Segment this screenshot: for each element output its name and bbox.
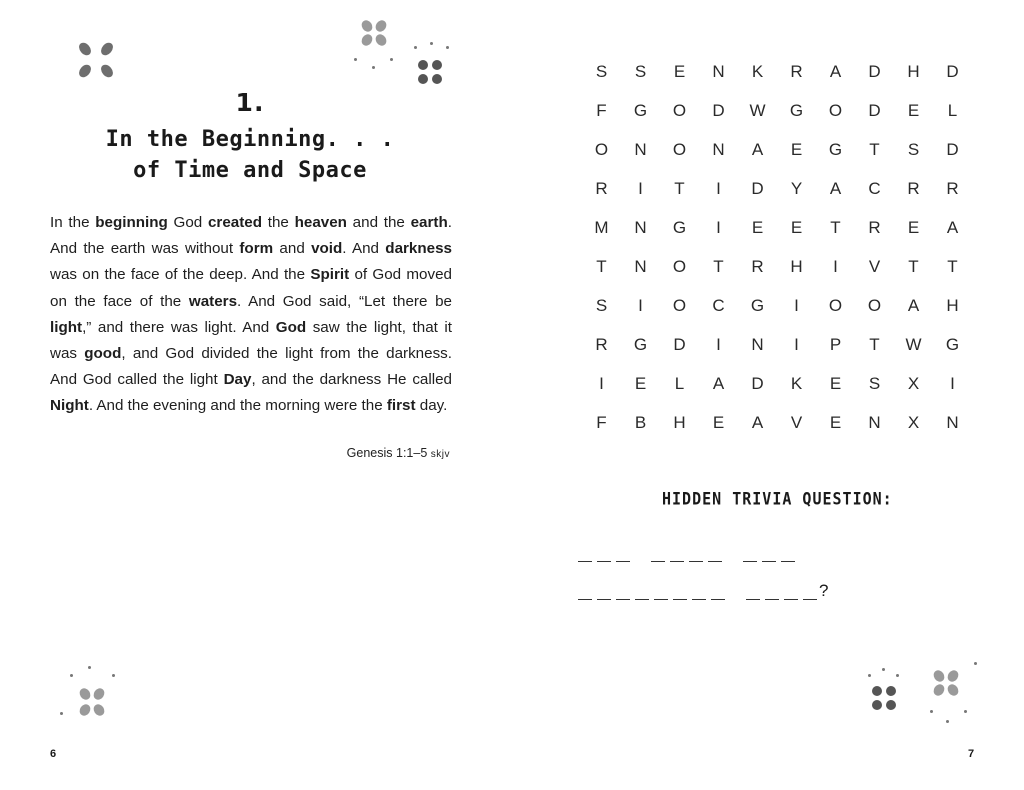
question-mark: ? <box>819 581 829 600</box>
passage-text: God <box>167 214 208 231</box>
page-number: 7 <box>968 748 975 760</box>
grid-letter[interactable]: N <box>634 256 647 276</box>
grid-letter[interactable]: R <box>595 334 608 354</box>
clover-decoration-top-center <box>352 18 452 90</box>
grid-letter[interactable]: A <box>907 295 920 315</box>
grid-letter[interactable]: R <box>868 217 881 237</box>
letter-blank[interactable] <box>597 582 611 600</box>
answer-blank-line[interactable] <box>578 544 816 562</box>
keyword: darkness <box>385 240 452 258</box>
letter-blank[interactable] <box>803 582 817 600</box>
chapter-number: 1. <box>235 88 265 117</box>
grid-letter[interactable]: A <box>829 178 842 198</box>
grid-letter[interactable]: L <box>674 373 685 393</box>
keyword: light <box>50 318 83 336</box>
grid-letter[interactable]: A <box>751 139 764 159</box>
grid-letter[interactable]: E <box>634 373 647 393</box>
letter-blank[interactable] <box>692 582 706 600</box>
grid-letter[interactable]: G <box>945 334 960 354</box>
grid-letter[interactable]: E <box>751 217 764 237</box>
word-search-grid <box>582 52 972 442</box>
grid-letter[interactable]: Y <box>790 178 803 198</box>
passage-text: and <box>273 240 312 258</box>
grid-letter[interactable]: I <box>638 178 643 198</box>
letter-blank[interactable] <box>711 582 725 600</box>
letter-blank[interactable] <box>578 582 592 600</box>
grid-letter[interactable]: O <box>828 100 843 120</box>
grid-letter[interactable]: E <box>907 217 920 237</box>
keyword: Night <box>50 397 89 415</box>
grid-letter[interactable]: T <box>869 334 880 354</box>
clover-decoration-bottom-right <box>864 660 984 730</box>
grid-letter[interactable]: S <box>907 139 920 159</box>
grid-letter[interactable]: I <box>833 256 838 276</box>
grid-letter[interactable]: D <box>868 100 881 120</box>
grid-letter[interactable]: C <box>712 295 725 315</box>
grid-letter[interactable]: H <box>790 256 803 276</box>
passage-text: the <box>262 214 295 231</box>
grid-letter[interactable]: W <box>749 100 766 120</box>
grid-letter[interactable]: G <box>828 139 843 159</box>
grid-letter[interactable]: O <box>672 139 687 159</box>
grid-letter[interactable]: W <box>905 334 922 354</box>
grid-letter[interactable]: T <box>596 256 607 276</box>
grid-letter[interactable]: F <box>596 100 607 120</box>
grid-letter[interactable]: R <box>790 61 803 81</box>
grid-letter[interactable]: O <box>867 295 882 315</box>
passage-text: . And the evening and the morning were the <box>88 397 387 415</box>
grid-letter[interactable]: N <box>712 61 725 81</box>
grid-letter[interactable]: H <box>907 61 920 81</box>
grid-letter[interactable]: N <box>946 412 959 432</box>
grid-letter[interactable]: N <box>751 334 764 354</box>
grid-letter[interactable]: F <box>596 412 607 432</box>
letter-blank[interactable] <box>746 582 760 600</box>
grid-letter[interactable]: R <box>595 178 608 198</box>
page-number: 6 <box>50 748 57 760</box>
answer-word-blank[interactable] <box>578 544 635 562</box>
grid-letter[interactable]: D <box>868 61 881 81</box>
passage-text: of God moved on the face of the <box>50 266 452 310</box>
answer-word-blank[interactable] <box>651 544 727 562</box>
grid-letter[interactable]: S <box>595 61 608 81</box>
passage-text: saw the light, that it was <box>50 318 452 363</box>
letter-blank[interactable] <box>670 544 684 562</box>
grid-letter[interactable]: D <box>712 100 725 120</box>
grid-letter[interactable]: O <box>672 100 687 120</box>
grid-letter[interactable]: E <box>712 412 725 432</box>
letter-blank[interactable] <box>743 544 757 562</box>
grid-letter[interactable]: N <box>868 412 881 432</box>
grid-letter[interactable]: I <box>716 334 721 354</box>
passage-text: , and the darkness He called <box>251 371 452 389</box>
letter-blank[interactable] <box>597 544 611 562</box>
grid-letter[interactable]: D <box>751 178 764 198</box>
grid-letter[interactable]: R <box>751 256 764 276</box>
grid-letter[interactable]: I <box>794 295 799 315</box>
trivia-heading: HIDDEN TRIVIA QUESTION: <box>662 488 893 510</box>
keyword: beginning <box>95 214 168 231</box>
letter-blank[interactable] <box>765 582 779 600</box>
grid-letter[interactable]: D <box>751 373 764 393</box>
grid-letter[interactable]: E <box>907 100 920 120</box>
grid-letter[interactable]: T <box>869 139 880 159</box>
grid-letter[interactable]: L <box>947 100 958 120</box>
grid-letter[interactable]: G <box>750 295 765 315</box>
scripture-passage <box>50 210 452 420</box>
grid-letter[interactable]: O <box>828 295 843 315</box>
passage-text: , and God divided the light from the darkness. And God called the light <box>50 345 452 389</box>
letter-blank[interactable] <box>616 544 630 562</box>
grid-letter[interactable]: P <box>829 334 842 354</box>
grid-letter[interactable]: I <box>716 178 721 198</box>
grid-letter[interactable]: O <box>672 295 687 315</box>
grid-letter[interactable]: R <box>907 178 920 198</box>
grid-letter[interactable]: D <box>673 334 686 354</box>
grid-letter[interactable]: I <box>716 217 721 237</box>
grid-letter[interactable]: I <box>638 295 643 315</box>
grid-letter[interactable]: S <box>868 373 881 393</box>
grid-letter[interactable]: A <box>751 412 764 432</box>
keyword: first <box>386 397 416 415</box>
answer-word-blank[interactable] <box>746 582 822 600</box>
grid-letter[interactable]: E <box>790 217 803 237</box>
grid-letter[interactable]: I <box>599 373 604 393</box>
answer-word-blank[interactable] <box>578 582 730 600</box>
keyword: good <box>84 345 122 363</box>
scripture-citation <box>347 446 450 460</box>
keyword: heaven <box>294 214 347 231</box>
chapter-title-line: of Time and Space <box>133 158 367 183</box>
keyword: Spirit <box>310 266 350 284</box>
grid-letter[interactable]: A <box>829 61 842 81</box>
grid-letter[interactable]: B <box>634 412 647 432</box>
grid-letter[interactable]: V <box>790 412 803 432</box>
chapter-title-line: In the Beginning. . . <box>105 127 395 152</box>
grid-letter[interactable]: T <box>674 178 685 198</box>
citation-reference: Genesis 1:1–5 <box>346 446 428 460</box>
passage-text: ,” and there was light. And <box>82 318 276 336</box>
keyword: waters <box>188 292 238 310</box>
letter-blank[interactable] <box>616 582 630 600</box>
grid-letter[interactable]: X <box>907 412 920 432</box>
grid-letter[interactable]: I <box>950 373 955 393</box>
answer-blank-line[interactable] <box>578 582 828 600</box>
letter-blank[interactable] <box>654 582 668 600</box>
keyword: created <box>207 214 263 231</box>
passage-text: day. <box>415 397 448 415</box>
clover-decoration-bottom-left <box>58 660 122 722</box>
keyword: form <box>239 240 274 258</box>
grid-letter[interactable]: T <box>908 256 919 276</box>
grid-letter[interactable]: S <box>634 61 647 81</box>
grid-letter[interactable]: E <box>673 61 686 81</box>
grid-letter[interactable]: E <box>790 139 803 159</box>
grid-letter[interactable]: D <box>946 61 959 81</box>
grid-letter[interactable]: E <box>829 373 842 393</box>
passage-text: . And <box>342 240 386 258</box>
letter-blank[interactable] <box>673 582 687 600</box>
letter-blank[interactable] <box>651 544 665 562</box>
grid-letter[interactable]: G <box>633 334 648 354</box>
grid-letter[interactable]: C <box>868 178 881 198</box>
grid-letter[interactable]: T <box>947 256 958 276</box>
grid-letter[interactable]: N <box>634 217 647 237</box>
letter-blank[interactable] <box>578 544 592 562</box>
keyword: earth <box>410 214 448 231</box>
grid-letter[interactable]: G <box>633 100 648 120</box>
grid-letter[interactable]: M <box>594 217 609 237</box>
grid-letter[interactable]: T <box>713 256 724 276</box>
letter-blank[interactable] <box>762 544 776 562</box>
grid-letter[interactable]: A <box>946 217 959 237</box>
passage-text: and the <box>346 214 411 231</box>
keyword: void <box>311 240 343 258</box>
grid-letter[interactable]: G <box>789 100 804 120</box>
passage-text: was on the face of the deep. And the <box>50 266 311 284</box>
grid-letter[interactable]: K <box>751 61 764 81</box>
grid-letter[interactable]: I <box>794 334 799 354</box>
clover-decoration-top-left <box>74 40 118 84</box>
grid-letter[interactable]: S <box>595 295 608 315</box>
keyword: God <box>275 318 307 336</box>
chapter-title <box>0 124 500 186</box>
letter-blank[interactable] <box>784 582 798 600</box>
grid-letter[interactable]: H <box>673 412 686 432</box>
letter-blank[interactable] <box>635 582 649 600</box>
grid-letter[interactable]: A <box>712 373 725 393</box>
grid-letter[interactable]: X <box>907 373 920 393</box>
letter-blank[interactable] <box>689 544 703 562</box>
passage-text: In the <box>50 214 96 231</box>
keyword: Day <box>223 371 252 389</box>
grid-letter[interactable]: V <box>868 256 881 276</box>
grid-letter[interactable]: N <box>634 139 647 159</box>
grid-letter[interactable]: D <box>946 139 959 159</box>
grid-letter[interactable]: G <box>672 217 687 237</box>
grid-letter[interactable]: O <box>594 139 609 159</box>
grid-letter[interactable]: K <box>790 373 803 393</box>
letter-blank[interactable] <box>708 544 722 562</box>
grid-letter[interactable]: R <box>946 178 959 198</box>
answer-word-blank[interactable] <box>743 544 800 562</box>
grid-letter[interactable]: N <box>712 139 725 159</box>
grid-letter[interactable]: T <box>830 217 841 237</box>
grid-letter[interactable]: O <box>672 256 687 276</box>
passage-text: . And the earth was without <box>50 214 452 258</box>
grid-letter[interactable]: E <box>829 412 842 432</box>
grid-letter[interactable]: H <box>946 295 959 315</box>
citation-version: skjv <box>430 449 450 460</box>
right-page <box>512 0 1024 790</box>
passage-text: . And God said, “Let there be <box>237 292 452 310</box>
letter-blank[interactable] <box>781 544 795 562</box>
